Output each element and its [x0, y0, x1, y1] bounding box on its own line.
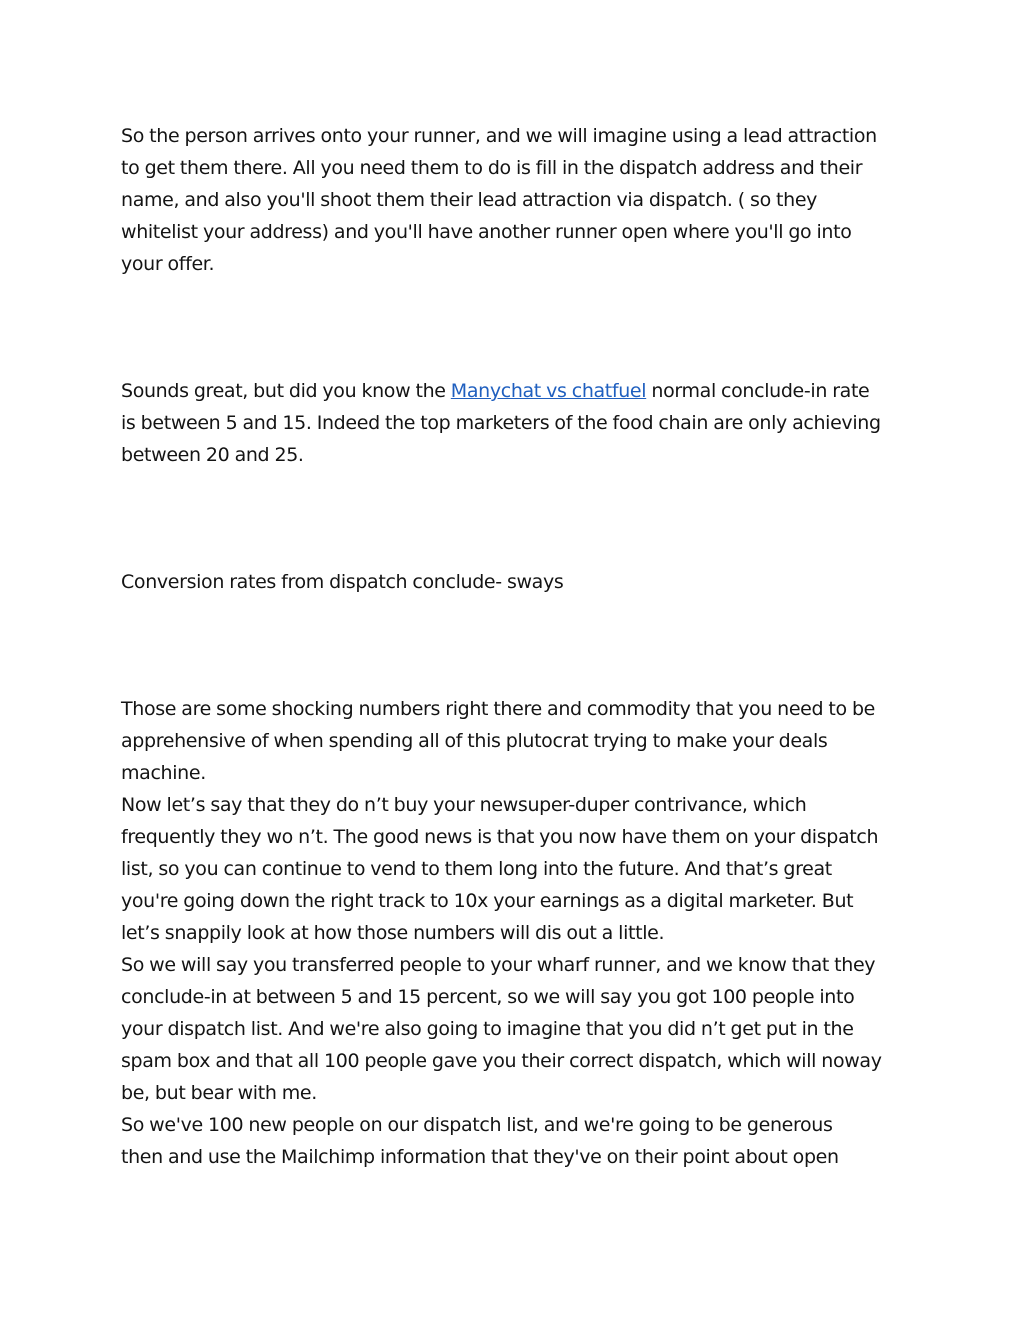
- text-after-link: normal conclude-in rate: [646, 380, 870, 402]
- section-heading-conversion-rates: [121, 566, 911, 598]
- text-line: is between 5 and 15. Indeed the top marketers of the food chain are only achieving: [121, 412, 881, 434]
- text-line: So we will say you transferred people to your wharf runner, and we know that they: [121, 954, 876, 976]
- text-line: spam box and that all 100 people gave you their correct dispatch, which will noway: [121, 1050, 882, 1072]
- text-line: [121, 375, 911, 407]
- text-line: Those are some shocking numbers right there and commodity that you need to be: [121, 698, 876, 720]
- text-line: whitelist your address) and you'll have another runner open where you'll go into: [121, 221, 852, 243]
- text-line: So the person arrives onto your runner, and we will imagine using a lead attraction: [121, 125, 877, 147]
- text-line: conclude-in at between 5 and 15 percent, so we will say you got 100 people into: [121, 986, 855, 1008]
- text-line: between 20 and 25.: [121, 444, 304, 466]
- text-line: Conversion rates from dispatch conclude- sways: [121, 571, 564, 593]
- paragraph-optin-rate: [121, 375, 911, 471]
- text-line: let’s snappily look at how those numbers will dis out a little.: [121, 922, 665, 944]
- paragraph-numbers: [121, 693, 911, 1173]
- manychat-vs-chatfuel-link[interactable]: Manychat vs chatfuel: [450, 380, 647, 402]
- text-line: then and use the Mailchimp information that they've on their point about open: [121, 1146, 839, 1168]
- text-line: name, and also you'll shoot them their lead attraction via dispatch. ( so they: [121, 189, 818, 211]
- text-before-link: Sounds great, but did you know the: [121, 380, 451, 402]
- text-line: list, so you can continue to vend to them long into the future. And that’s great: [121, 858, 832, 880]
- text-line: apprehensive of when spending all of this plutocrat trying to make your deals: [121, 730, 828, 752]
- text-line: machine.: [121, 762, 206, 784]
- text-line: Now let’s say that they do n’t buy your newsuper-duper contrivance, which: [121, 794, 807, 816]
- text-line: frequently they wo n’t. The good news is that you now have them on your dispatch: [121, 826, 879, 848]
- text-line: be, but bear with me.: [121, 1082, 317, 1104]
- text-line: to get them there. All you need them to do is fill in the dispatch address and their: [121, 157, 863, 179]
- text-line: So we've 100 new people on our dispatch list, and we're going to be generous: [121, 1114, 833, 1136]
- text-line: your offer.: [121, 253, 215, 275]
- text-line: you're going down the right track to 10x your earnings as a digital marketer. But: [121, 890, 854, 912]
- paragraph-lead-attraction: [121, 120, 911, 280]
- text-line: your dispatch list. And we're also going to imagine that you did n’t get put in the: [121, 1018, 854, 1040]
